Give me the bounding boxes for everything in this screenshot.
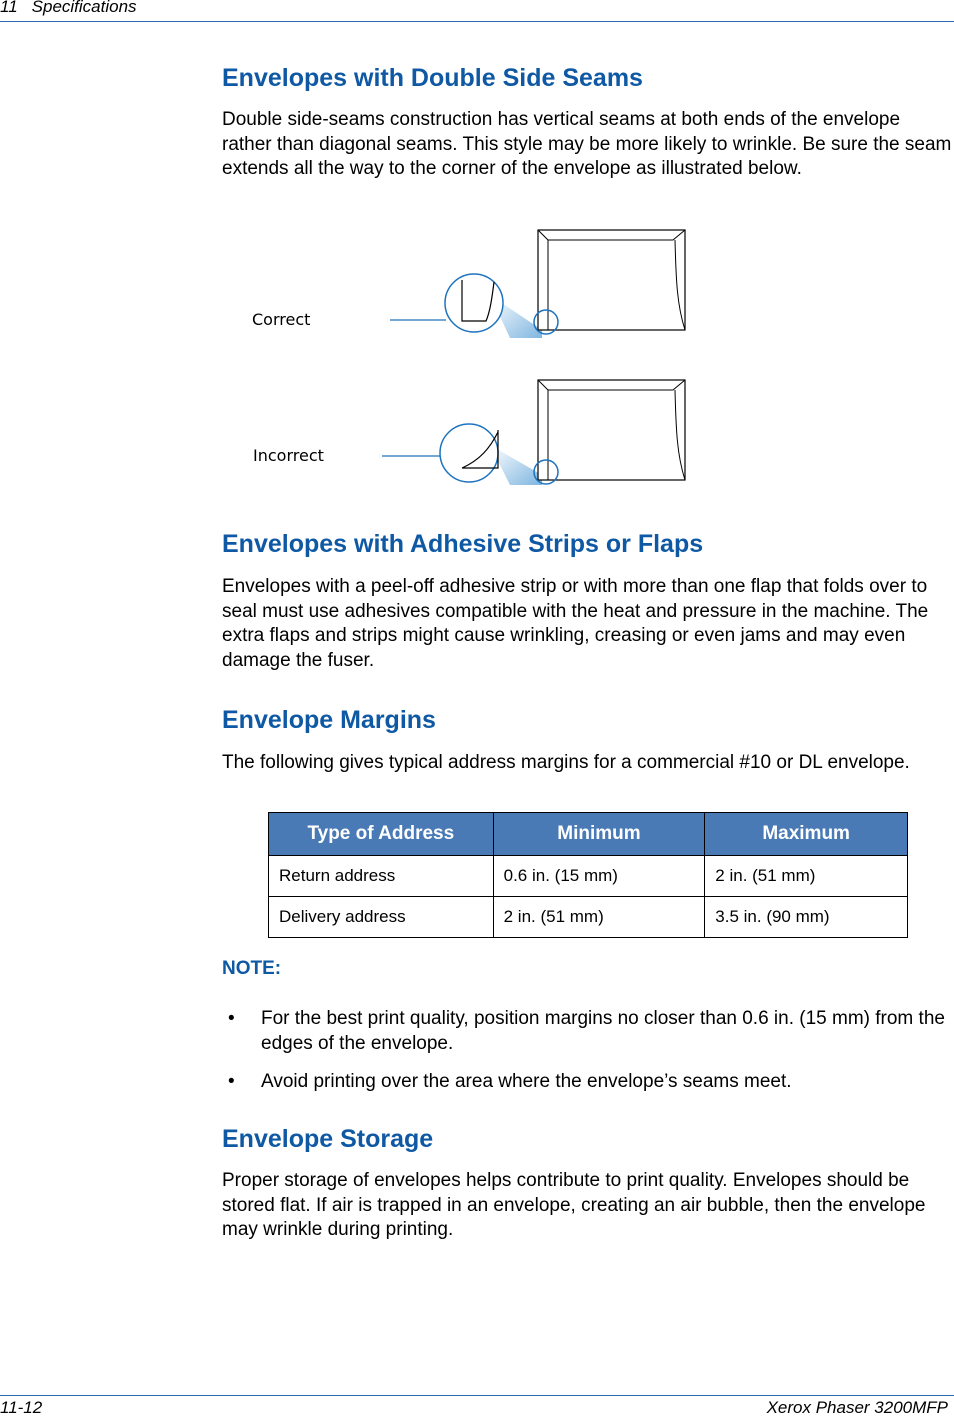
chapter-title: Specifications xyxy=(31,0,137,16)
table-row xyxy=(269,897,908,938)
correct-label: Correct xyxy=(252,310,311,329)
column-header: Type of Address xyxy=(269,813,494,856)
table-cell: 0.6 in. (15 mm) xyxy=(493,856,705,897)
note-bullet-text: Avoid printing over the area where the envelope’s seams meet. xyxy=(261,1071,792,1092)
running-header xyxy=(0,0,137,17)
column-header: Minimum xyxy=(493,813,705,856)
incorrect-envelope-illustration xyxy=(382,380,685,485)
heading-adhesive: Envelopes with Adhesive Strips or Flaps xyxy=(222,530,704,558)
chapter-number: 11 xyxy=(0,0,18,16)
paragraph-storage: Proper storage of envelopes helps contribute to print quality. Envelopes should be stored flat. If air is trapped in an envelope, creating an air bubble, then the envelope may wrinkle during printing. xyxy=(222,1170,926,1240)
table-cell: 2 in. (51 mm) xyxy=(705,856,908,897)
heading-margins: Envelope Margins xyxy=(222,706,436,734)
table-cell: 2 in. (51 mm) xyxy=(493,897,705,938)
margins-table xyxy=(268,812,908,938)
product-name: Xerox Phaser 3200MFP xyxy=(766,1398,948,1417)
paragraph-double-seams: Double side-seams construction has vertical seams at both ends of the envelope rather than diagonal seams. This style may be more likely to wrinkle. Be sure the seam extends all the way to the corner of the envelope as illustrated below. xyxy=(222,109,952,179)
bullet-glyph: • xyxy=(228,1008,235,1029)
paragraph-adhesive: Envelopes with a peel-off adhesive strip or with more than one flap that folds over to seal must use adhesives compatible with the heat and pressure in the machine. The extra flaps and strips might cause wrinkling, creasing or even jams and may even damage the fuser. xyxy=(222,576,929,671)
table-header-row xyxy=(269,813,908,856)
paragraph-margins: The following gives typical address margins for a commercial #10 or DL envelope. xyxy=(222,752,910,773)
table-cell: Delivery address xyxy=(269,897,494,938)
footer-rule xyxy=(0,1395,954,1396)
heading-storage: Envelope Storage xyxy=(222,1125,434,1153)
note-bullet-text: For the best print quality, position margins no closer than 0.6 in. (15 mm) from the edges of the envelope. xyxy=(261,1008,945,1054)
note-title: NOTE: xyxy=(222,958,282,979)
incorrect-label: Incorrect xyxy=(253,446,324,465)
envelope-seam-figure xyxy=(222,220,742,500)
correct-envelope-illustration xyxy=(390,230,685,338)
table-row xyxy=(269,856,908,897)
table-cell: Return address xyxy=(269,856,494,897)
column-header: Maximum xyxy=(705,813,908,856)
page-number: 11-12 xyxy=(0,1398,43,1417)
bullet-glyph: • xyxy=(228,1071,235,1092)
heading-double-seams: Envelopes with Double Side Seams xyxy=(222,64,643,92)
table-cell: 3.5 in. (90 mm) xyxy=(705,897,908,938)
header-rule xyxy=(0,21,954,22)
